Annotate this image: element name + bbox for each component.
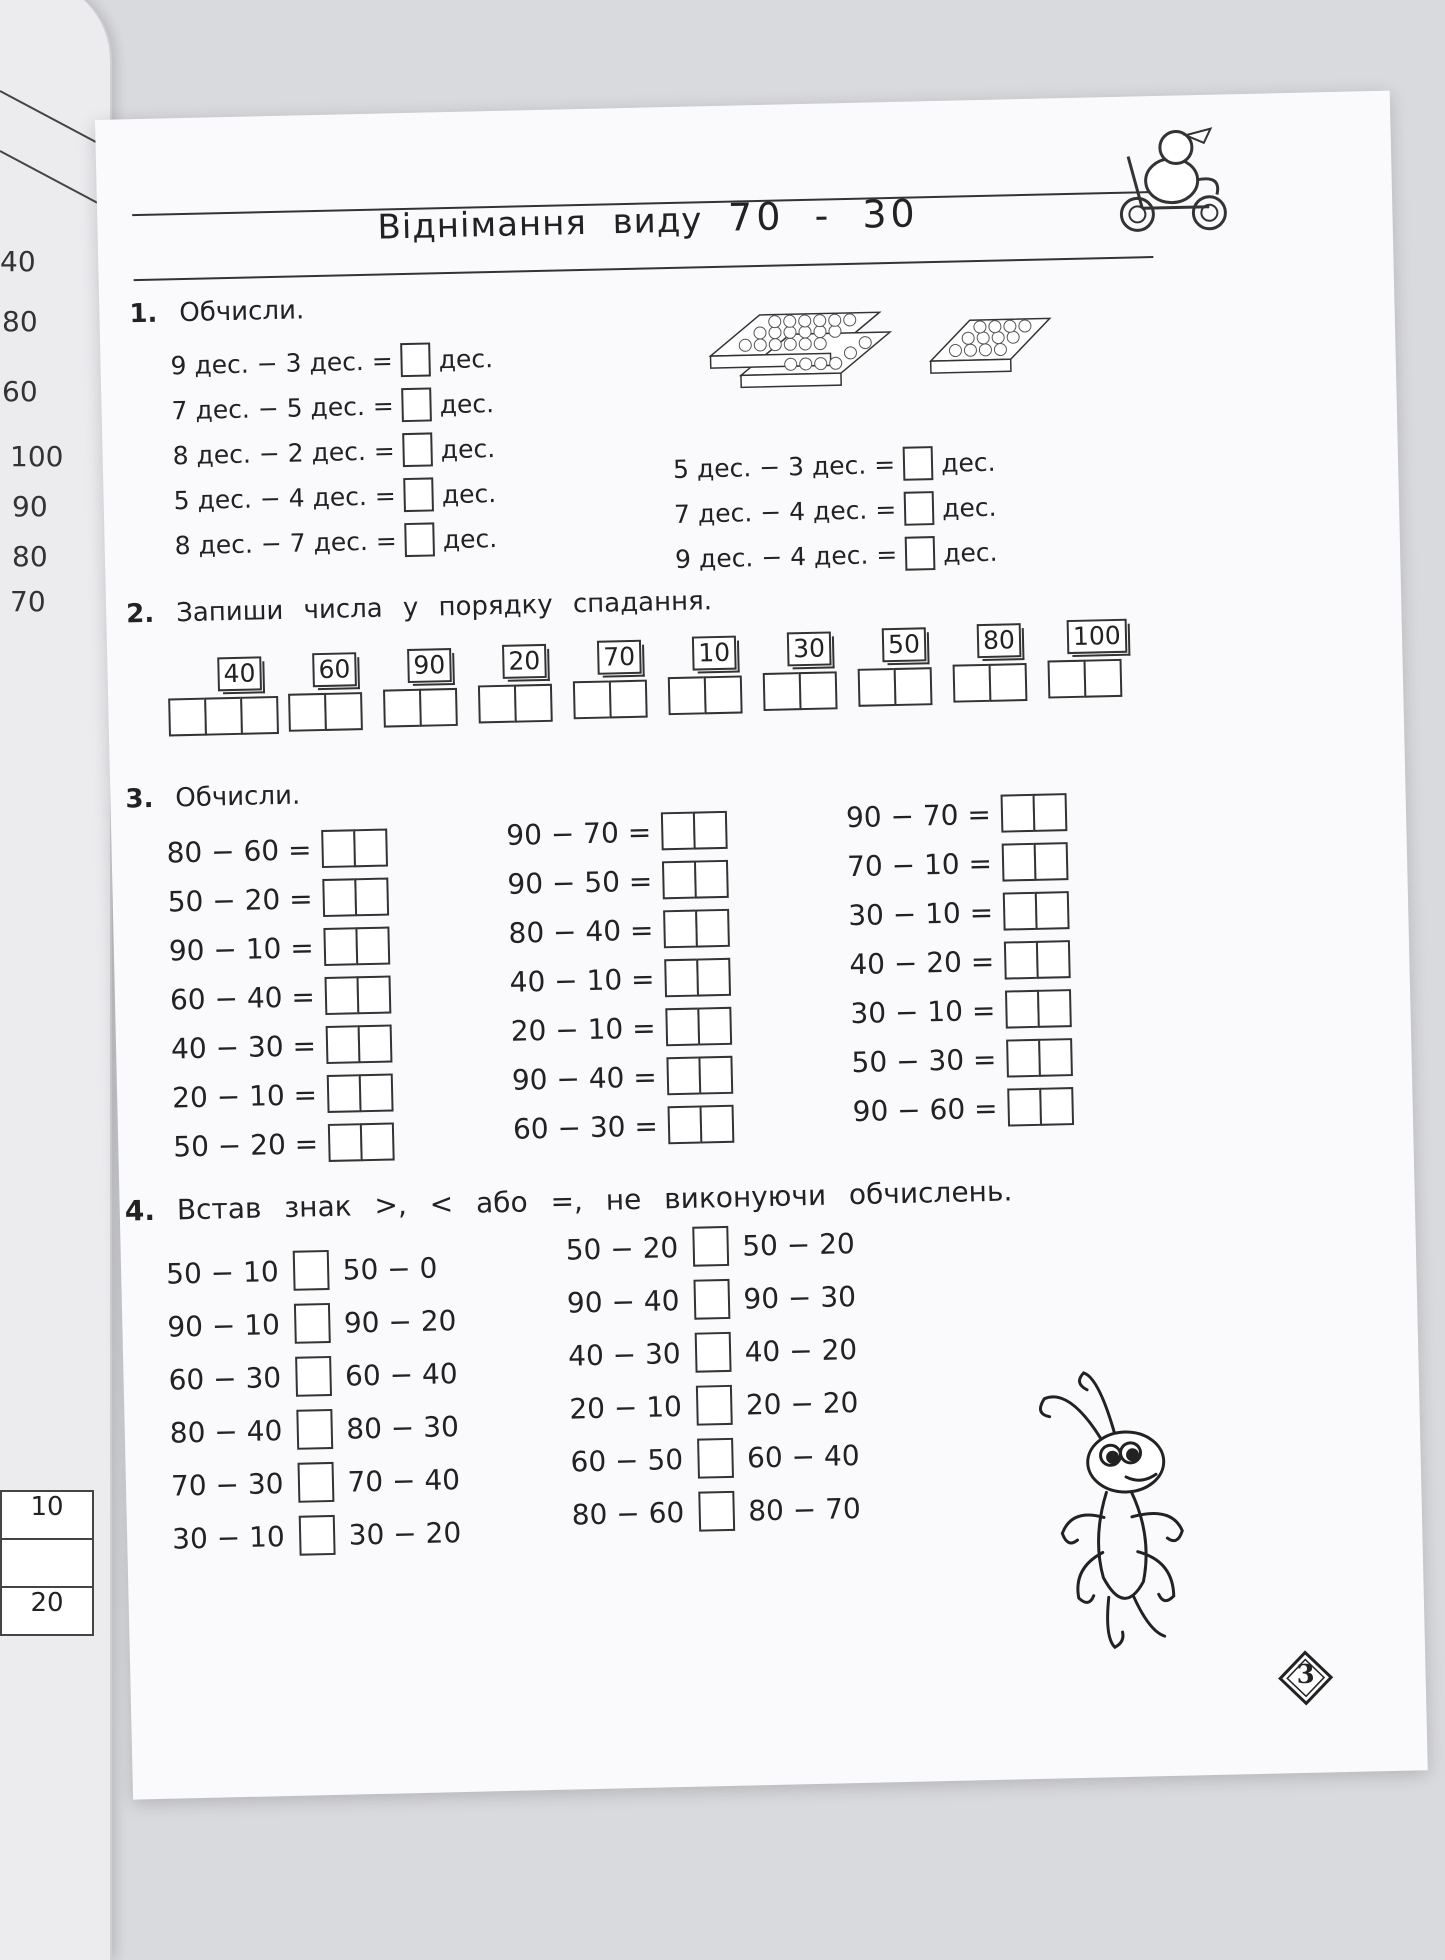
answer-box-group xyxy=(858,667,931,707)
answer-box-pair xyxy=(327,1074,392,1113)
expression: 8 дес. − 7 дес. = xyxy=(174,525,398,560)
task-title: Обчисли. xyxy=(175,780,301,814)
expression-right: 50 − 0 xyxy=(342,1251,438,1287)
expression-left: 70 − 30 xyxy=(170,1466,284,1503)
answer-box[interactable] xyxy=(1005,990,1040,1029)
answer-box[interactable] xyxy=(360,1122,395,1161)
answer-box-pair xyxy=(1000,793,1065,832)
answer-box-group xyxy=(1048,659,1121,699)
unit-label: дес. xyxy=(439,388,495,419)
task-3-heading xyxy=(125,781,300,815)
answer-box[interactable] xyxy=(1034,842,1069,881)
answer-box-pair xyxy=(661,811,726,850)
task-1-row xyxy=(173,476,496,517)
comparison-box[interactable] xyxy=(695,1385,732,1426)
expression-left: 90 − 10 xyxy=(167,1307,281,1344)
task-4-row xyxy=(565,1223,855,1270)
expression: 90 − 60 = xyxy=(852,1091,998,1128)
task-3-row xyxy=(508,909,728,952)
task-1-row xyxy=(174,521,497,562)
answer-box-group xyxy=(953,663,1026,703)
answer-box[interactable] xyxy=(324,976,359,1015)
task-3-row xyxy=(167,878,387,921)
unit-label: дес. xyxy=(438,343,494,374)
answer-box[interactable] xyxy=(383,689,422,728)
expression-right: 30 − 20 xyxy=(348,1515,462,1552)
task-4-row xyxy=(168,1353,458,1400)
answer-box-pair xyxy=(664,958,729,997)
task-1-row xyxy=(673,445,996,486)
answer-box[interactable] xyxy=(356,976,391,1015)
expression: 9 дес. − 4 дес. = xyxy=(674,539,898,574)
answer-box[interactable] xyxy=(904,491,935,526)
number-card: 100 xyxy=(1067,619,1127,654)
answer-box-pair xyxy=(323,927,388,966)
expression: 50 − 30 = xyxy=(851,1042,997,1079)
page-edge-line xyxy=(0,150,106,208)
task-3-row xyxy=(171,1025,391,1068)
task-2-heading xyxy=(126,586,712,629)
answer-box-group xyxy=(288,692,361,732)
dragon-on-scooter-illustration xyxy=(1115,124,1237,237)
left-page-number: 40 xyxy=(0,245,36,278)
answer-box-group xyxy=(763,671,836,711)
answer-box-group xyxy=(478,684,551,724)
answer-box[interactable] xyxy=(1002,843,1037,882)
expression: 60 − 40 = xyxy=(169,979,316,1017)
comparison-box[interactable] xyxy=(297,1462,334,1503)
answer-box-pair xyxy=(665,1007,730,1046)
left-page-number: 90 xyxy=(12,490,48,523)
answer-box[interactable] xyxy=(665,1008,700,1047)
answer-box[interactable] xyxy=(328,1123,363,1162)
task-number: 4. xyxy=(124,1193,156,1228)
expression: 90 − 50 = xyxy=(507,864,653,901)
task-3-row xyxy=(513,1105,733,1148)
task-4-row xyxy=(166,1248,438,1294)
expression-right: 80 − 30 xyxy=(345,1409,460,1446)
task-4-row xyxy=(169,1406,459,1453)
answer-box-pair xyxy=(322,878,387,917)
task-3-row xyxy=(849,940,1069,983)
answer-box[interactable] xyxy=(323,927,358,966)
comparison-box[interactable] xyxy=(296,1409,333,1450)
expression-right: 90 − 30 xyxy=(743,1279,857,1316)
expression-right: 70 − 40 xyxy=(347,1462,461,1499)
task-3-row xyxy=(847,842,1067,885)
answer-box[interactable] xyxy=(359,1073,394,1112)
expression: 90 − 70 = xyxy=(845,797,992,834)
workbook-page xyxy=(95,91,1428,1800)
task-3-row xyxy=(851,1038,1071,1081)
answer-box[interactable] xyxy=(1007,1088,1042,1127)
answer-box[interactable] xyxy=(1039,1087,1074,1126)
answer-box[interactable] xyxy=(322,878,357,917)
expression-right: 60 − 40 xyxy=(344,1356,458,1393)
title-text: Віднімання виду xyxy=(377,200,703,248)
answer-box-pair xyxy=(1004,940,1069,979)
expression: 90 − 40 = xyxy=(511,1060,658,1097)
task-3-row xyxy=(172,1074,392,1117)
expression: 60 − 30 = xyxy=(512,1108,659,1146)
left-page-number: 60 xyxy=(2,375,38,408)
task-1-row xyxy=(674,490,997,531)
expression-left: 20 − 10 xyxy=(568,1389,683,1426)
answer-box[interactable] xyxy=(400,342,431,377)
answer-box[interactable] xyxy=(240,696,279,735)
number-card: 20 xyxy=(502,644,547,679)
expression-right: 50 − 20 xyxy=(741,1226,856,1263)
answer-box[interactable] xyxy=(763,672,802,711)
answer-box-pair xyxy=(663,909,728,948)
answer-box[interactable] xyxy=(204,697,243,736)
answer-box[interactable] xyxy=(953,664,992,703)
expression: 90 − 10 = xyxy=(168,930,315,968)
answer-box[interactable] xyxy=(401,387,432,422)
expression-left: 60 − 30 xyxy=(168,1360,282,1397)
number-card: 30 xyxy=(787,631,832,666)
answer-box[interactable] xyxy=(663,910,698,949)
expression-left: 60 − 50 xyxy=(570,1442,684,1479)
answer-box[interactable] xyxy=(661,812,696,851)
task-3-row xyxy=(168,927,388,970)
answer-box-pair xyxy=(666,1056,731,1095)
task-number: 3. xyxy=(125,783,154,815)
unit-label: дес. xyxy=(441,478,497,509)
answer-box-pair xyxy=(1005,989,1070,1028)
expression: 50 − 20 = xyxy=(172,1126,319,1163)
number-card: 90 xyxy=(407,648,452,683)
number-card: 60 xyxy=(312,652,357,687)
answer-box[interactable] xyxy=(1004,941,1039,980)
answer-box[interactable] xyxy=(699,1105,734,1144)
expression-left: 80 − 60 xyxy=(571,1495,685,1532)
left-page-box: 10 xyxy=(0,1490,94,1540)
answer-box-pair xyxy=(321,829,386,868)
task-4-row xyxy=(569,1382,859,1429)
expression: 9 дес. − 3 дес. = xyxy=(170,345,394,380)
answer-box[interactable] xyxy=(667,1105,702,1144)
egg-trays-illustration xyxy=(699,292,901,407)
answer-box[interactable] xyxy=(1048,660,1087,699)
comparison-box[interactable] xyxy=(292,1250,329,1291)
answer-box-group xyxy=(168,696,277,736)
task-4-row xyxy=(568,1329,858,1376)
answer-box[interactable] xyxy=(327,1074,362,1113)
answer-box-pair xyxy=(1007,1087,1072,1126)
answer-box[interactable] xyxy=(419,688,458,727)
answer-box-pair xyxy=(1002,842,1067,881)
comparison-box[interactable] xyxy=(298,1515,335,1556)
answer-box[interactable] xyxy=(697,1007,732,1046)
answer-box[interactable] xyxy=(573,680,612,719)
task-1-row xyxy=(675,535,998,576)
expression-left: 50 − 10 xyxy=(165,1254,280,1291)
answer-box[interactable] xyxy=(693,811,728,850)
answer-box[interactable] xyxy=(404,522,435,557)
task-4-row xyxy=(171,1459,461,1506)
answer-box[interactable] xyxy=(1038,1038,1073,1077)
task-title: Встав знак >, < або =, не виконуючи обчислень. xyxy=(176,1174,1013,1227)
answer-box-group xyxy=(573,680,646,720)
expression-left: 50 − 20 xyxy=(565,1230,679,1267)
answer-box-pair xyxy=(1006,1038,1071,1077)
answer-box[interactable] xyxy=(168,698,207,737)
answer-box[interactable] xyxy=(355,927,390,966)
comparison-box[interactable] xyxy=(293,1303,330,1344)
left-page-number: 70 xyxy=(10,585,46,618)
page-title xyxy=(377,191,919,247)
task-title: Запиши числа у порядку спадання. xyxy=(175,586,713,629)
answer-box-pair xyxy=(324,976,389,1015)
expression: 90 − 70 = xyxy=(505,815,652,852)
expression: 20 − 10 = xyxy=(510,1011,656,1048)
answer-box[interactable] xyxy=(698,1056,733,1095)
expression-left: 90 − 40 xyxy=(566,1283,680,1320)
expression-right: 90 − 20 xyxy=(343,1303,457,1340)
task-4-row xyxy=(172,1512,462,1559)
task-3-row xyxy=(166,829,386,872)
task-3-row xyxy=(509,958,729,1001)
answer-box[interactable] xyxy=(478,685,517,724)
task-number: 1. xyxy=(129,298,158,330)
expression-right: 80 − 70 xyxy=(747,1491,862,1528)
answer-box[interactable] xyxy=(905,536,936,571)
answer-box[interactable] xyxy=(858,668,897,707)
left-page-box: 20 xyxy=(0,1586,94,1636)
page-edge-line xyxy=(0,90,106,148)
task-3-row xyxy=(511,1056,731,1099)
expression: 40 − 30 = xyxy=(170,1028,317,1066)
answer-box[interactable] xyxy=(894,667,933,706)
unit-label: дес. xyxy=(942,537,998,568)
left-page-number: 100 xyxy=(10,440,64,473)
expression-right: 60 − 40 xyxy=(746,1438,860,1475)
task-title: Обчисли. xyxy=(179,295,305,329)
task-1-heading xyxy=(129,295,304,329)
answer-box[interactable] xyxy=(1006,1039,1041,1078)
task-3-row xyxy=(846,793,1066,836)
answer-box-pair xyxy=(328,1123,393,1162)
comparison-box[interactable] xyxy=(693,1279,730,1320)
answer-box[interactable] xyxy=(1083,659,1122,698)
answer-box[interactable] xyxy=(321,829,356,868)
unit-label: дес. xyxy=(440,433,496,464)
answer-box[interactable] xyxy=(402,432,433,467)
answer-box[interactable] xyxy=(609,680,648,719)
unit-label: дес. xyxy=(941,492,997,523)
number-card: 80 xyxy=(977,623,1022,658)
task-3-row xyxy=(852,1087,1072,1130)
expression: 80 − 40 = xyxy=(508,913,654,950)
answer-box[interactable] xyxy=(288,693,327,732)
answer-box[interactable] xyxy=(696,958,731,997)
task-4-row xyxy=(570,1435,860,1482)
expression: 20 − 10 = xyxy=(171,1077,318,1114)
answer-box[interactable] xyxy=(903,446,934,481)
answer-box[interactable] xyxy=(353,829,388,868)
task-3-row xyxy=(848,891,1068,934)
expression-left: 80 − 40 xyxy=(169,1413,283,1450)
answer-box[interactable] xyxy=(403,477,434,512)
expression: 70 − 10 = xyxy=(846,846,993,883)
task-3-row xyxy=(506,811,726,854)
expression: 80 − 60 = xyxy=(166,832,312,870)
task-number: 2. xyxy=(125,598,155,630)
comparison-box[interactable] xyxy=(698,1491,735,1532)
task-1-row xyxy=(171,386,494,427)
answer-box[interactable] xyxy=(1032,793,1067,832)
task-4-row xyxy=(167,1300,457,1347)
expression: 30 − 10 = xyxy=(847,895,994,932)
expression: 5 дес. − 3 дес. = xyxy=(672,449,896,484)
left-page-number: 80 xyxy=(12,540,48,573)
task-4-heading xyxy=(124,1174,1012,1227)
answer-box-group xyxy=(383,688,456,728)
answer-box[interactable] xyxy=(704,675,743,714)
expression: 7 дес. − 4 дес. = xyxy=(673,494,897,529)
number-card: 10 xyxy=(692,636,737,671)
expression-right: 20 − 20 xyxy=(745,1385,859,1422)
task-3-row xyxy=(507,860,727,903)
answer-box[interactable] xyxy=(666,1057,701,1096)
answer-box-pair xyxy=(326,1025,391,1064)
answer-box[interactable] xyxy=(668,676,707,715)
answer-box[interactable] xyxy=(694,860,729,899)
answer-box[interactable] xyxy=(664,959,699,998)
answer-box[interactable] xyxy=(1003,892,1038,931)
previous-page xyxy=(0,0,112,1960)
left-page-box xyxy=(0,1538,94,1588)
expression: 50 − 20 = xyxy=(167,881,313,919)
answer-box-pair xyxy=(667,1105,732,1144)
answer-box[interactable] xyxy=(357,1025,392,1064)
page-number-badge xyxy=(1275,1647,1336,1708)
answer-box[interactable] xyxy=(662,861,697,900)
page-number: 3 xyxy=(1296,1659,1315,1691)
answer-box[interactable] xyxy=(1000,794,1035,833)
task-1-row xyxy=(170,341,493,382)
answer-box[interactable] xyxy=(1037,989,1072,1028)
answer-box[interactable] xyxy=(1035,891,1070,930)
unit-label: дес. xyxy=(442,523,498,554)
title-rule-bottom xyxy=(134,256,1154,281)
answer-box[interactable] xyxy=(799,671,838,710)
left-page-number: 80 xyxy=(2,305,38,338)
unit-label: дес. xyxy=(940,447,996,478)
task-3-row xyxy=(510,1007,730,1050)
task-3-row xyxy=(173,1123,393,1166)
answer-box[interactable] xyxy=(1036,940,1071,979)
expression-left: 40 − 30 xyxy=(567,1336,682,1373)
expression: 7 дес. − 5 дес. = xyxy=(171,390,395,425)
answer-box[interactable] xyxy=(324,692,363,731)
number-card: 70 xyxy=(597,640,642,675)
answer-box[interactable] xyxy=(989,663,1028,702)
number-card: 50 xyxy=(882,627,927,662)
task-1-row xyxy=(172,431,495,472)
comparison-box[interactable] xyxy=(295,1356,332,1397)
answer-box[interactable] xyxy=(354,878,389,917)
answer-box[interactable] xyxy=(695,909,730,948)
ant-illustration xyxy=(1029,1365,1226,1659)
answer-box-pair xyxy=(1003,891,1068,930)
comparison-box[interactable] xyxy=(694,1332,731,1373)
expression-left: 30 − 10 xyxy=(171,1519,286,1556)
comparison-box[interactable] xyxy=(697,1438,734,1479)
task-3-row xyxy=(850,989,1070,1032)
expression-right: 40 − 20 xyxy=(744,1332,858,1369)
expression: 30 − 10 = xyxy=(850,993,996,1030)
answer-box[interactable] xyxy=(326,1025,361,1064)
task-3-row xyxy=(170,976,390,1019)
expression: 40 − 10 = xyxy=(509,962,655,999)
task-4-row xyxy=(566,1276,856,1323)
expression: 40 − 20 = xyxy=(848,944,995,981)
egg-tray-illustration xyxy=(919,298,1061,391)
number-card: 40 xyxy=(217,656,262,691)
expression: 8 дес. − 2 дес. = xyxy=(172,435,396,470)
title-expression: 70 - 30 xyxy=(727,191,920,240)
answer-box-pair xyxy=(662,860,727,899)
answer-box[interactable] xyxy=(514,684,553,723)
answer-box-group xyxy=(668,676,741,716)
expression: 5 дес. − 4 дес. = xyxy=(173,480,397,515)
task-4-row xyxy=(571,1488,861,1535)
comparison-box[interactable] xyxy=(692,1226,729,1267)
